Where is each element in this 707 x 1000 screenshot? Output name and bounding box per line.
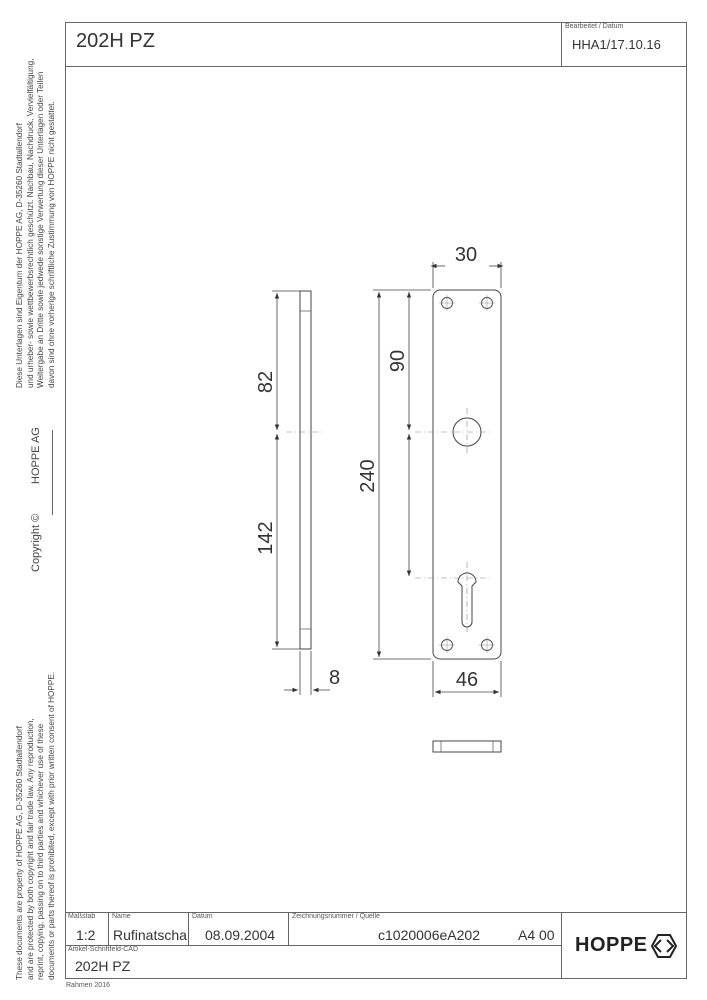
title-block-sep-4 bbox=[561, 912, 562, 979]
front-view-plate bbox=[415, 290, 501, 659]
side-dimension-lines bbox=[272, 291, 330, 695]
format-value: A4 00 bbox=[518, 927, 555, 943]
dim-width-bottom: 46 bbox=[455, 669, 479, 691]
article-value: 202H PZ bbox=[75, 958, 131, 974]
screw-hole-top-left bbox=[439, 295, 455, 311]
frame-label: Rahmen 2016 bbox=[66, 982, 110, 989]
scale-value: 1:2 bbox=[76, 927, 96, 943]
dim-side-upper: 82 bbox=[255, 370, 277, 394]
date-value: 08.09.2004 bbox=[205, 927, 276, 943]
dim-thickness: 8 bbox=[329, 667, 341, 689]
hoppe-logo-icon bbox=[650, 933, 678, 959]
copyright-label: Copyright © bbox=[30, 513, 42, 572]
scale-label: Maßstab bbox=[68, 913, 96, 920]
title-block-sep-3 bbox=[288, 912, 289, 945]
name-label: Name bbox=[112, 913, 131, 920]
company-name: HOPPE AG bbox=[30, 427, 42, 484]
legal-text-english: These documents are property of HOPPE AG, D-35260 Stadtallendorf and are protected by both copyright and fair trade law. Any reproduction, reprint, copying, passing on to third parties and whichever use of these documents or parts thereof is prohibited, except with prior written consent of HOPPE. bbox=[15, 671, 56, 980]
screw-hole-top-right bbox=[479, 295, 495, 311]
dim-height-total: 240 bbox=[357, 459, 379, 493]
cylinder-hole bbox=[415, 562, 492, 632]
dim-width-top: 30 bbox=[454, 244, 478, 266]
article-label: Artikel-Schriftfeld-CAD bbox=[68, 946, 139, 953]
title-block-middle bbox=[65, 945, 562, 946]
name-value: Rufinatscha bbox=[113, 927, 187, 943]
handle-hole bbox=[415, 408, 492, 456]
edited-value: HHA1/17.10.16 bbox=[572, 37, 661, 52]
drawing-number-value: c1020006eA202 bbox=[378, 927, 480, 943]
drawing-title: 202H PZ bbox=[76, 30, 155, 52]
hoppe-logo-text: HOPPE bbox=[575, 934, 648, 956]
screw-hole-bottom-right bbox=[479, 637, 495, 653]
drawing-number-label: Zeichnungsnummer / Quelle bbox=[292, 913, 380, 920]
dim-height-upper: 90 bbox=[387, 349, 409, 373]
legal-text-german: Diese Unterlagen sind Eigentum der HOPPE AG, D-35260 Stadtallendorf und urheber- sowie wettbewerbsrechtlich geschützt. Nachbau, Nachdruck, Vervielfältigung, Weitergabe an Dritte sowie jedwede sonstige Verwertung dieser Unterlagen oder Teilen davon sind ohne vorherige schriftliche Zustimmung von HOPPE nicht gestattet. bbox=[15, 58, 56, 388]
screw-hole-bottom-left bbox=[439, 637, 455, 653]
dim-side-lower: 142 bbox=[255, 521, 277, 555]
title-block-sep-2 bbox=[188, 912, 189, 945]
bottom-view-plate bbox=[433, 741, 501, 752]
date-label: Datum bbox=[192, 913, 213, 920]
front-dimension-lines bbox=[373, 262, 503, 697]
edited-label: Bearbeitet / Datum bbox=[565, 23, 624, 30]
title-block-sep-1 bbox=[108, 912, 109, 945]
side-view-plate bbox=[286, 291, 323, 649]
